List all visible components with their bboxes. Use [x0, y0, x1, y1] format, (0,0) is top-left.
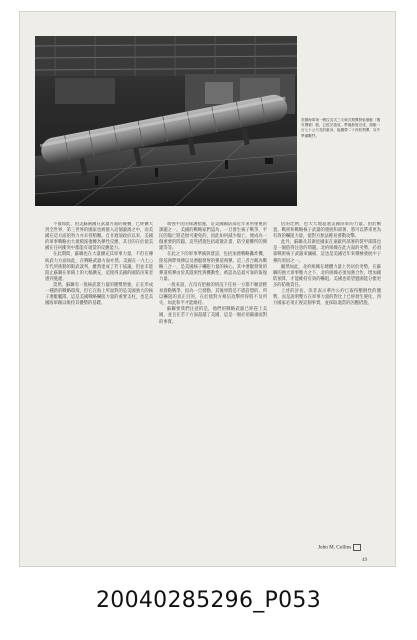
submarine-photo [35, 36, 297, 206]
paragraph: 此外，蘇聯及其衛星國家在東歐所部署的裝甲部隊也是一個值得注意的問題。北約組織在此方面的劣勢，必須靠戰術核子武器來彌補，這也是美國近年來積極發展中子彈的原因之一。 [273, 240, 381, 264]
paragraph: 蘇聯要我們注意的是，他們的戰略武器已經趕上美國，並且在若干方面超越了美國，這是一個必須嚴肅面對的事實。 [159, 307, 267, 325]
page-number: 49 [362, 558, 367, 563]
paragraph: 當然，蘇聯有一般核武裝力量的優勢增強，正在形成一種新的戰略環境，但它在海上所面對的是美國強大的核子潛艇艦隊，這是美國戰略嚇阻力量的重要支柱，也是美國海軍賴以維持其優勢的基礎。 [45, 282, 153, 307]
photo-caption: 美國海軍第一艘拉芙式三叉戟式飛彈發射潛艇（俄亥俄號）艇，已經完竣成，準備最後完成，潛艇一百七十公尺長的艇身，能攜帶二十四枚飛彈，另外準備戰鬥。 [301, 118, 381, 138]
paragraph: 不僅如此，由美蘇兩國在武器方面的競賽，已經擴大到全世界，第三世界的國家也被捲入這個漩渦之中，而美國在這方面的努力亦未曾稍懈。自甘迺迪政府以來，美國的軍事戰略由大規模報復轉為彈性反應，其目的在於使美國在任何衝突中都能有適當的反應能力。 [45, 222, 153, 252]
paragraph: 在此之下的軍事準備與建設，包括加強戰略轟炸機、陸基洲際飛彈以及潛艇發射的彈道飛彈。這三者合稱為戰略三合一，是美國核子嚇阻力量的核心。其中潛艇發射的彈道飛彈由於其隱密性與機動性，被認為是最可靠的報復力量。 [159, 252, 267, 282]
text-column-2 [159, 222, 267, 547]
paragraph: 一般來說，在沒有把握的情況下任何一方都不願意輕易發動戰爭，因為一旦發動，其後果將是不堪設想的。所以嚇阻的真正目的，在於使對方相信攻擊所得將不及所失，如此和平才能維持。 [159, 282, 267, 307]
paragraph: 在此期間，蘇聯也在大量擴充其軍事力量，不但在傳統武力方面如此，在戰略武器方面亦然。美國在一九七○年代所推動的限武談判，雖然達成了若干協議，但並未能阻止蘇聯在軍備上的大幅擴充，這使得美國的國防決策者感到憂慮。 [45, 252, 153, 282]
paragraph: 上述的評估，決非表示華沙公約已取得壓倒性的優勢，而是說明雙方在軍事力量的對比上已經發生變化，西方國家必須正視這個事實，並採取適當的因應措施。 [273, 289, 381, 307]
paragraph: 估的比例，也大大地超過美國陸軍的力量。由於敷置，戰術和戰略核子武器的發展和部署，將可以帶來更為有效的嚇阻力量，使對方無法輕易發動攻擊。 [273, 222, 381, 240]
paragraph: 加強平民的保護措施，是美國國防部近年來所重視的課題之一。美國的戰略家們認為，一旦發生核子戰爭，平民的傷亡將是無可避免的，因此如何減少傷亡，便成為一個重要的問題。這些措施包括疏散計畫、防空避難所的興建等等。 [159, 222, 267, 252]
end-mark-icon [353, 544, 361, 551]
archive-id-label: 20040285296_P053 [95, 588, 322, 613]
author-byline [318, 544, 361, 551]
text-column-1 [45, 222, 153, 547]
author-name: John M. Collins [318, 544, 352, 551]
submarine-construction-image [35, 36, 297, 206]
text-column-3 [273, 222, 381, 547]
paragraph: 顯然如此，北約組織在總體力量上仍居於劣勢，在蘇聯的強大軍事壓力之下，北約組織必須加強合作，增加國防預算，才能維持有效的嚇阻。美國也希望盟國能分擔更多的防衛責任。 [273, 264, 381, 288]
magazine-page [19, 11, 396, 567]
